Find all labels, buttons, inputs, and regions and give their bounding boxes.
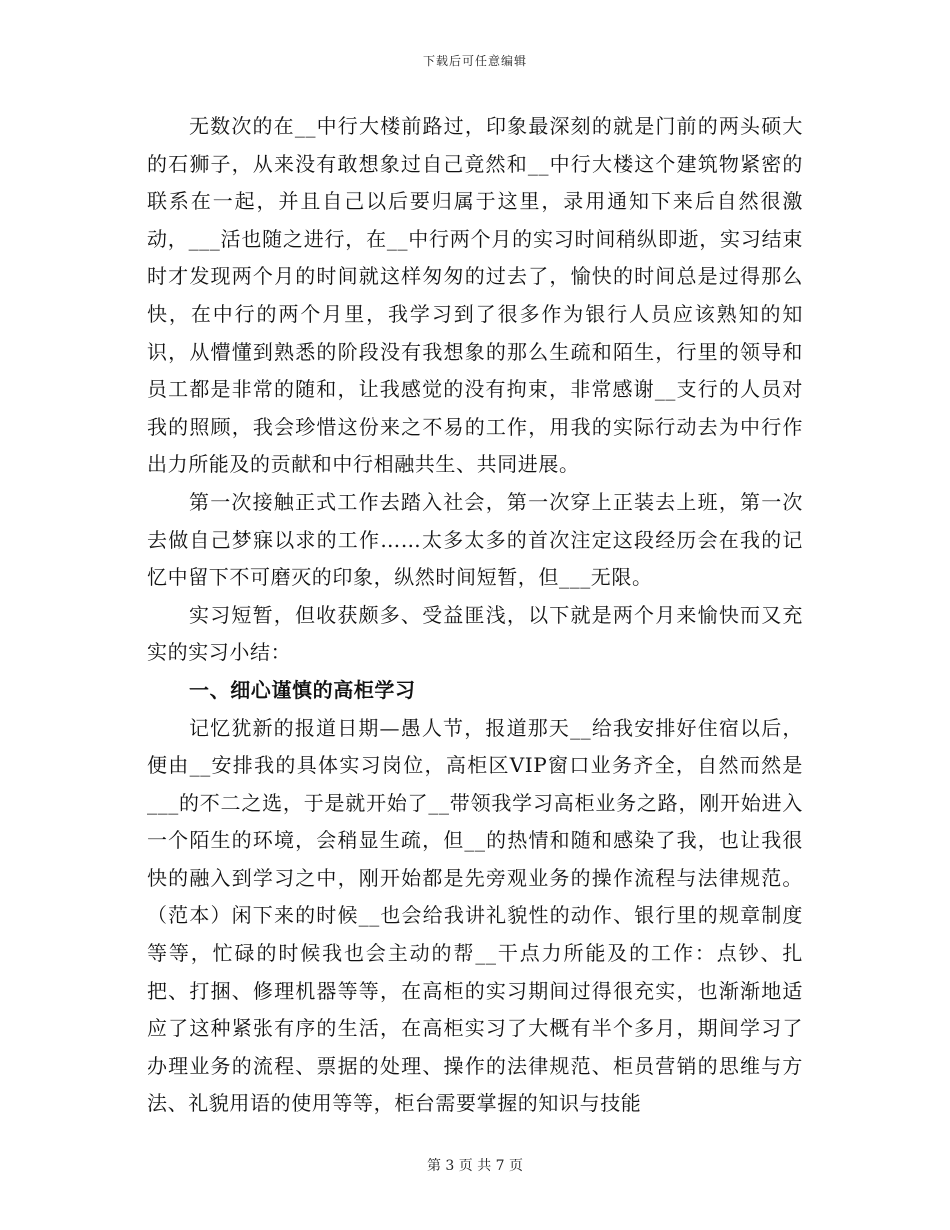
page-number: 第 3 页 共 7 页 — [426, 1158, 524, 1174]
document-body — [147, 108, 803, 1123]
section-heading: 一、细心谨慎的高柜学习 — [189, 677, 416, 702]
paragraph-summary-lead: 实习短暂，但收获颇多、受益匪浅，以下就是两个月来愉快而又充实的实习小结： — [147, 602, 803, 665]
paragraph-intro: 无数次的在__中行大楼前路过，印象最深刻的就是门前的两头硕大的石狮子，从来没有敢想象过自己竟然和__中行大楼这个建筑物紧密的联系在一起，并且自己以后要归属于这里，录用通知下来后自然很激动，___活也随之进行，在__中行两个月的实习时间稍纵即逝，实习结束时才发现两个月的时间就这样匆匆的过去了，愉快的时间总是过得那么快，在中行的两个月里，我学习到了很多作为银行人员应该熟知的知识，从懵懂到熟悉的阶段没有我想象的那么生疏和陌生，行里的领导和员工都是非常的随和，让我感觉的没有拘束，非常感谢__支行的人员对我的照顾，我会珍惜这份来之不易的工作，用我的实际行动去为中行作出力所能及的贡献和中行相融共生、共同进展。 — [147, 114, 803, 477]
paragraph-first-experience: 第一次接触正式工作去踏入社会，第一次穿上正装去上班，第一次去做自己梦寐以求的工作……太多太多的首次注定这段经历会在我的记忆中留下不可磨灭的印象，纵然时间短暂，但___无限。 — [147, 489, 803, 590]
paragraph-section-body: 记忆犹新的报道日期—愚人节，报道那天__给我安排好住宿以后，便由__安排我的具体实习岗位，高柜区VIP窗口业务齐全，自然而然是___的不二之选，于是就开始了__带领我学习高柜业务之路，刚开始进入一个陌生的环境，会稍显生疏，但__的热情和随和感染了我，也让我很快的融入到学习之中，刚开始都是先旁观业务的操作流程与法律规范。（范本）闲下来的时候__也会给我讲礼貌性的动作、银行里的规章制度等等，忙碌的时候我也会主动的帮__干点力所能及的工作：点钞、扎把、打捆、修理机器等等，在高柜的实习期间过得很充实，也渐渐地适应了这种紧张有序的生活，在高柜实习了大概有半个多月，期间学习了办理业务的流程、票据的处理、操作的法律规范、柜员营销的思维与方法、礼貌用语的使用等等，柜台需要掌握的知识与技能 — [147, 715, 803, 1116]
page-header: 下载后可任意编辑 — [422, 54, 527, 68]
